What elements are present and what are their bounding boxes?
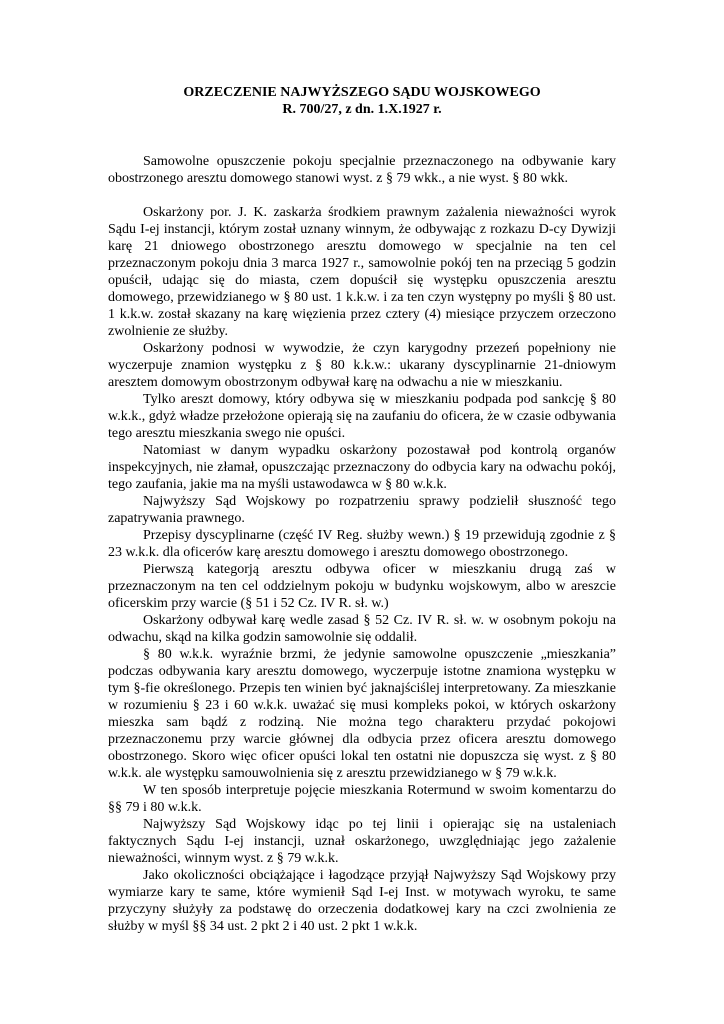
paragraph-9: § 80 w.k.k. wyraźnie brzmi, że jedynie samowolne opuszczenie „mieszkania” podczas odbywania kary aresztu domowego, wyczerpuje istotne znamiona występku w tym §-fie określonego. Przepis ten winien być jaknajściślej interpretowany. Za mieszkanie w rozumieniu § 23 i 60 w.k.k. uważać się musi kompleks pokoi, w których oskarżony mieszka sam bądź z rodziną. Nie można tego charakteru przydać pokojowi przeznaczonemu przy warcie głównej dla odbycia przez oficera aresztu domowego obostrzonego. Skoro więc oficer opuści lokal ten ostatni nie dopuszcza się wyst. z § 80 w.k.k. ale występku samouwolnienia się z aresztu przewidzianego w § 79 w.k.k.: [108, 647, 616, 781]
paragraph-5: Najwyższy Sąd Wojskowy po rozpatrzeniu sprawy podzielił słuszność tego zapatrywania prawnego.: [108, 494, 616, 526]
summary-paragraph: Samowolne opuszczenie pokoju specjalnie przeznaczonego na odbywanie kary obostrzonego aresztu domowego stanowi wyst. z § 79 wkk., a nie wyst. § 80 wkk.: [108, 154, 616, 186]
paragraph-4: Natomiast w danym wypadku oskarżony pozostawał pod kontrolą organów inspekcyjnych, nie złamał, opuszczając przeznaczony do odbycia kary na odwachu pokój, tego zaufania, jakie ma na myśli ustawodawca w § 80 w.k.k.: [108, 443, 616, 492]
document-body: [108, 153, 616, 935]
document-heading: [108, 84, 616, 118]
document-title: ORZECZENIE NAJWYŻSZEGO SĄDU WOJSKOWEGO: [183, 85, 541, 100]
paragraph-6: Przepisy dyscyplinarne (część IV Reg. służby wewn.) § 19 przewidują zgodnie z § 23 w.k.k. dla oficerów karę aresztu domowego i aresztu domowego obostrzonego.: [108, 528, 616, 560]
paragraph-10: W ten sposób interpretuje pojęcie mieszkania Rotermund w swoim komentarzu do §§ 79 i 80 w.k.k.: [108, 783, 616, 815]
paragraph-8: Oskarżony odbywał karę wedle zasad § 52 Cz. IV R. sł. w. w osobnym pokoju na odwachu, skąd na kilka godzin samowolnie się oddalił.: [108, 613, 616, 645]
paragraph-11: Najwyższy Sąd Wojskowy idąc po tej linii i opierając się na ustaleniach faktycznych Sądu I-ej instancji, uznał oskarżonego, uwzględniając jego zażalenie nieważności, winnym wyst. z § 79 w.k.k.: [108, 817, 616, 866]
paragraph-3: Tylko areszt domowy, który odbywa się w mieszkaniu podpada pod sankcję § 80 w.k.k., gdyż władze przełożone opierają się na zaufaniu do oficera, że w czasie odbywania tego aresztu mieszkania swego nie opuści.: [108, 392, 616, 441]
paragraph-1: Oskarżony por. J. K. zaskarża środkiem prawnym zażalenia nieważności wyrok Sądu I-ej instancji, którym został uznany winnym, że odbywając z rozkazu D-cy Dywizji karę 21 dniowego obostrzonego aresztu domowego w specjalnie na ten cel przeznaczonym pokoju dnia 3 marca 1927 r., samowolnie pokój ten na przeciąg 5 godzin opuścił, udając się do miasta, czem dopuścił się występku opuszczenia aresztu domowego, przewidzianego w § 80 ust. 1 k.k.w. i za ten czyn występny po myśli § 80 ust. 1 k.k.w. został skazany na karę więzienia przez cztery (4) miesiące przyczem orzeczono zwolnienie ze służby.: [108, 205, 616, 339]
document-reference: R. 700/27, z dn. 1.X.1927 r.: [282, 102, 442, 117]
paragraph-12: Jako okoliczności obciążające i łagodzące przyjął Najwyższy Sąd Wojskowy przy wymiarze kary te same, które wymienił Sąd I-ej Inst. w motywach wyroku, te same przyczyny służyły za podstawę do orzeczenia dodatkowej kary na czci zwolnienia ze służby w myśl §§ 34 ust. 2 pkt 2 i 40 ust. 2 pkt 1 w.k.k.: [108, 868, 616, 934]
paragraph-7: Pierwszą kategorją aresztu odbywa oficer w mieszkaniu drugą zaś w przeznaczonym na ten cel oddzielnym pokoju w budynku wojskowym, albo w areszcie oficerskim przy warcie (§ 51 i 52 Cz. IV R. sł. w.): [108, 562, 616, 611]
paragraph-2: Oskarżony podnosi w wywodzie, że czyn karygodny przezeń popełniony nie wyczerpuje znamion występku z § 80 k.k.w.: ukarany dyscyplinarnie 21-dniowym aresztem domowym obostrzonym odbywał karę na odwachu a nie w mieszkaniu.: [108, 341, 616, 390]
